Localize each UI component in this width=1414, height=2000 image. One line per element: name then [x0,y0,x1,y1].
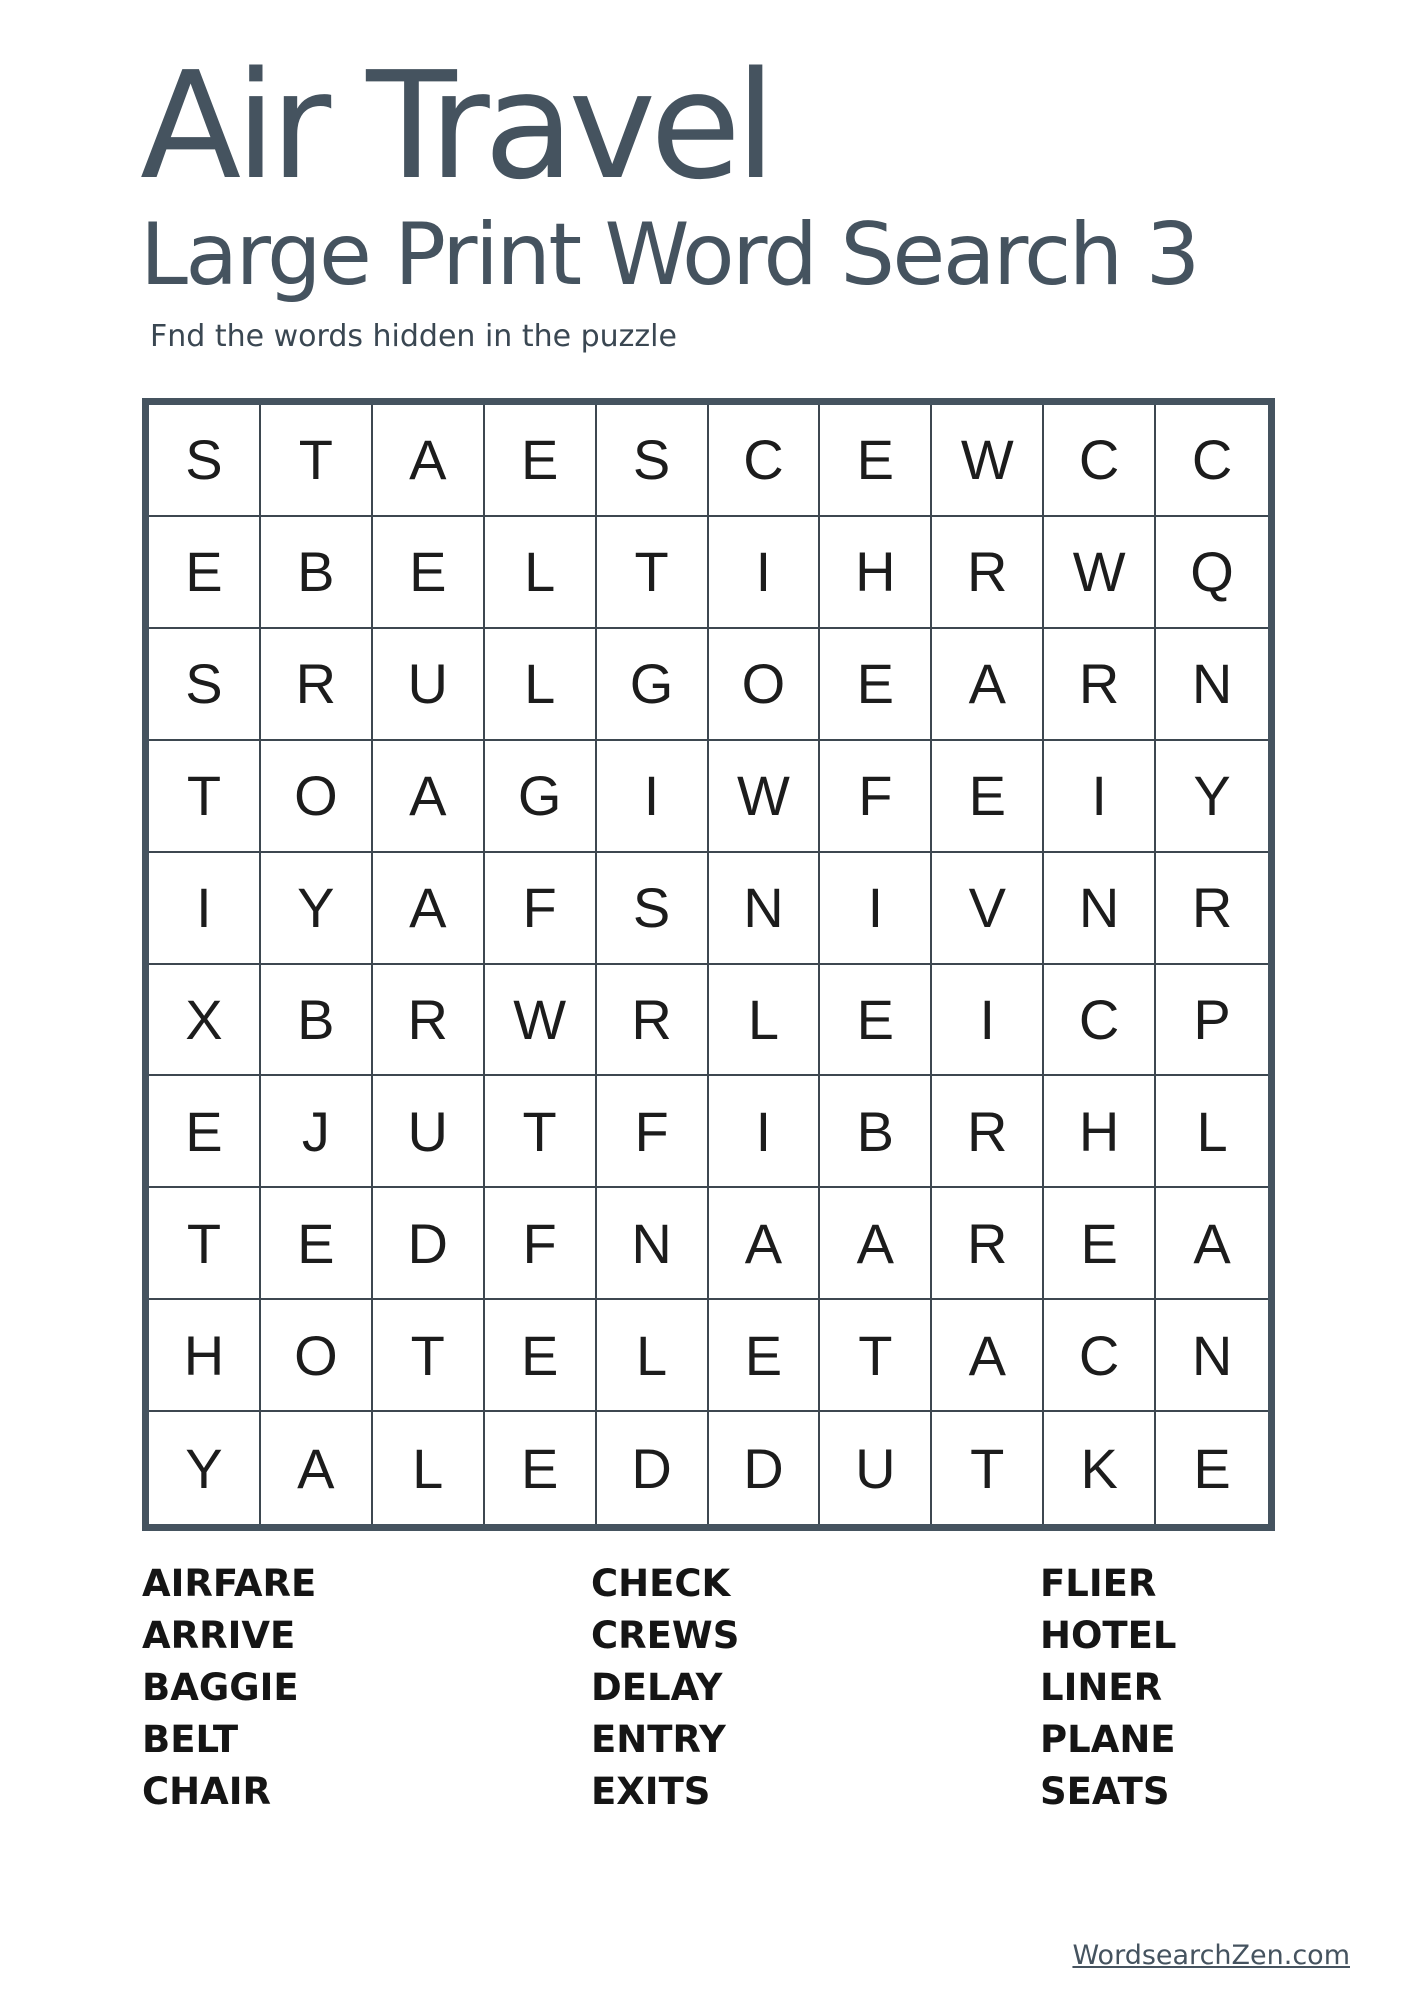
grid-cell: P [1156,965,1268,1077]
grid-cell: L [485,517,597,629]
grid-cell: R [932,1076,1044,1188]
grid-cell: S [597,853,709,965]
grid-cell: Y [1156,741,1268,853]
grid-cell: E [149,1076,261,1188]
grid-cell: A [373,405,485,517]
page-subtitle: Large Print Word Search 3 [140,205,1198,305]
word-list-item: BAGGIE [142,1666,299,1709]
grid-cell: R [1044,629,1156,741]
grid-cell: N [1156,629,1268,741]
grid-cell: G [597,629,709,741]
grid-cell: E [149,517,261,629]
grid-cell: I [149,853,261,965]
grid-cell: H [1044,1076,1156,1188]
grid-cell: B [261,517,373,629]
grid-cell: D [597,1412,709,1524]
word-list [142,1558,1282,1828]
grid-cell: W [709,741,821,853]
grid-cell: R [373,965,485,1077]
grid-cell: A [373,853,485,965]
grid-cell: O [261,1300,373,1412]
grid-cell: E [820,405,932,517]
grid-cell: T [261,405,373,517]
grid-cell: C [1044,405,1156,517]
grid-cell: N [709,853,821,965]
grid-cell: E [373,517,485,629]
grid-cell: H [149,1300,261,1412]
grid-cell: T [485,1076,597,1188]
word-list-item: ENTRY [591,1718,726,1761]
word-list-item: CHAIR [142,1770,272,1813]
grid-cell: T [149,1188,261,1300]
grid-cell: W [1044,517,1156,629]
grid-cell: T [373,1300,485,1412]
word-list-item: CREWS [591,1614,740,1657]
grid-cell: I [1044,741,1156,853]
grid-cell: J [261,1076,373,1188]
grid-cell: R [597,965,709,1077]
word-list-item: HOTEL [1040,1614,1177,1657]
grid-cell: U [373,1076,485,1188]
grid-cell: T [149,741,261,853]
grid-cell: I [820,853,932,965]
word-list-item: AIRFARE [142,1562,317,1605]
grid-cell: S [149,629,261,741]
grid-cell: N [1044,853,1156,965]
grid-cell: I [597,741,709,853]
grid-cell: E [820,965,932,1077]
grid-cell: E [485,405,597,517]
grid-cell: A [932,1300,1044,1412]
grid-cell: F [485,853,597,965]
grid-cell: I [932,965,1044,1077]
grid-cell: U [820,1412,932,1524]
grid-cell: N [1156,1300,1268,1412]
grid-cell: A [1156,1188,1268,1300]
grid-cell: S [597,405,709,517]
grid-cell: L [709,965,821,1077]
grid-cell: D [709,1412,821,1524]
grid-cell: U [373,629,485,741]
grid-cell: A [932,629,1044,741]
grid-cell: E [709,1300,821,1412]
grid-cell: L [1156,1076,1268,1188]
grid-cell: E [932,741,1044,853]
word-search-grid [142,398,1275,1531]
grid-cell: I [709,1076,821,1188]
footer-site-link[interactable]: WordsearchZen.com [1072,1940,1350,1971]
grid-cell: T [932,1412,1044,1524]
grid-cell: L [597,1300,709,1412]
grid-cell: R [261,629,373,741]
grid-cell: E [485,1300,597,1412]
grid-cell: W [932,405,1044,517]
grid-cell: D [373,1188,485,1300]
grid-cell: N [597,1188,709,1300]
grid-cell: Y [261,853,373,965]
grid-cell: E [820,629,932,741]
grid-cell: L [485,629,597,741]
grid-cell: I [709,517,821,629]
word-list-item: ARRIVE [142,1614,296,1657]
word-list-item: SEATS [1040,1770,1170,1813]
grid-cell: E [1044,1188,1156,1300]
grid-cell: C [1156,405,1268,517]
grid-cell: Y [149,1412,261,1524]
grid-cell: R [932,1188,1044,1300]
word-list-item: BELT [142,1718,239,1761]
grid-cell: F [485,1188,597,1300]
grid-cell: O [709,629,821,741]
word-list-item: DELAY [591,1666,723,1709]
grid-cell: O [261,741,373,853]
word-list-column [1040,1558,1177,1818]
grid-cell: H [820,517,932,629]
grid-cell: F [597,1076,709,1188]
grid-cell: C [709,405,821,517]
grid-cell: W [485,965,597,1077]
grid-cell: A [261,1412,373,1524]
grid-cell: C [1044,1300,1156,1412]
word-list-item: LINER [1040,1666,1163,1709]
grid-cell: V [932,853,1044,965]
grid-cell: T [820,1300,932,1412]
grid-cell: E [261,1188,373,1300]
grid-cell: R [1156,853,1268,965]
grid-cell: R [932,517,1044,629]
word-list-item: PLANE [1040,1718,1176,1761]
grid-cell: F [820,741,932,853]
grid-cell: A [709,1188,821,1300]
grid-cell: L [373,1412,485,1524]
grid-cell: X [149,965,261,1077]
grid-cell: C [1044,965,1156,1077]
word-list-item: EXITS [591,1770,711,1813]
page-title: Air Travel [140,40,771,212]
grid-cell: B [820,1076,932,1188]
grid-cell: S [149,405,261,517]
grid-cell: A [820,1188,932,1300]
word-list-item: FLIER [1040,1562,1157,1605]
word-list-column [591,1558,739,1818]
grid-cell: Q [1156,517,1268,629]
grid-cell: E [485,1412,597,1524]
grid-cell: A [373,741,485,853]
grid-cell: G [485,741,597,853]
instructions-text: Fnd the words hidden in the puzzle [150,319,677,354]
grid-cell: E [1193,1436,1231,1500]
word-list-item: CHECK [591,1562,731,1605]
word-list-column [142,1558,316,1818]
grid-cell: K [1044,1412,1156,1524]
grid-cell: T [597,517,709,629]
grid-cell: B [261,965,373,1077]
